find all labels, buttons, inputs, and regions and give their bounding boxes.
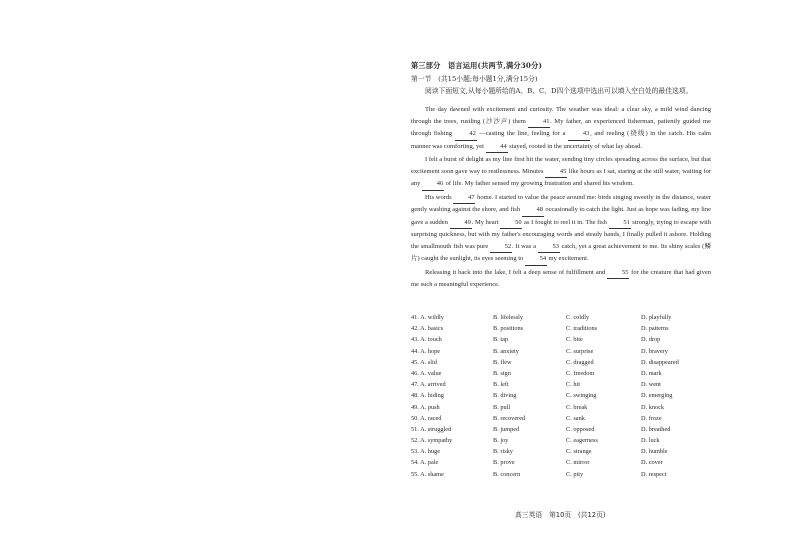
option-a: 51. A. struggled xyxy=(411,425,452,433)
passage-text: The day dawned with excitement and curiosity. The weather was ideal: a clear sky, a mild wind dancing through the trees, rustling (沙沙声) them xyxy=(411,106,711,125)
option-c: C. swinging xyxy=(566,392,597,400)
blank-48: 48 xyxy=(522,204,544,217)
answer-options xyxy=(411,312,711,480)
option-b: B. joy xyxy=(493,437,509,445)
passage-text: Releasing it back into the lake, I felt a deep sense of fulfillment and xyxy=(425,268,608,276)
passage-text: . My heart xyxy=(471,218,501,226)
passage-paragraph-3 xyxy=(411,192,711,266)
option-c: C. hit xyxy=(566,381,580,389)
instruction-text: 阅读下面短文,从每小题所给的A、B、C、D四个选项中选出可以填入空白处的最佳选项。 xyxy=(425,87,693,95)
option-b: B. positions xyxy=(493,325,524,333)
option-c: C. break xyxy=(566,403,588,411)
option-d: D. knock xyxy=(641,403,665,411)
option-a: 46. A. value xyxy=(411,369,442,377)
passage-paragraph-4 xyxy=(411,267,711,291)
option-row-47 xyxy=(411,379,711,390)
passage-text: . My father, an experienced fisherman, patiently guided me through fishing xyxy=(411,117,711,137)
option-d: D. humble xyxy=(641,448,668,456)
option-a: 53. A. huge xyxy=(411,448,441,456)
option-a: 44. A. hope xyxy=(411,347,441,355)
passage-text: home. I started to value the peace around me: birds singing sweetly in the distance, water gently washing against the shore, and fish xyxy=(411,193,711,213)
passage-text: strongly, trying to escape with surprising quickness, but with my father's encouraging words and steady hands, I finally pulled it ashore. Holding the smallmouth fish was pure xyxy=(411,218,711,250)
option-c: C. mirror xyxy=(566,459,590,467)
passage-paragraph-1 xyxy=(411,104,711,153)
blank-55: 55 xyxy=(607,267,629,280)
passage-text: , and reeling (绕线) in the catch. His calm manner was comforting, yet xyxy=(411,130,711,150)
option-d: D. emerging xyxy=(641,392,673,400)
option-b: B. concern xyxy=(493,470,521,478)
option-d: D. froze xyxy=(641,414,662,422)
option-row-44 xyxy=(411,346,711,357)
blank-46: 46 xyxy=(422,178,444,191)
blank-47: 47 xyxy=(453,192,475,205)
blank-54: 54 xyxy=(525,253,547,266)
subsection-title: 第一节 (共15小题;每小题1分,满分15分) xyxy=(411,75,538,83)
option-a: 42. A. basics xyxy=(411,325,444,333)
option-b: B. left xyxy=(493,381,509,389)
option-row-55 xyxy=(411,469,711,480)
passage-text: His words xyxy=(425,193,454,201)
option-d: D. luck xyxy=(641,437,660,445)
option-c: C. surprise xyxy=(566,347,594,355)
option-row-45 xyxy=(411,357,711,368)
option-c: C. pity xyxy=(566,470,584,478)
option-row-43 xyxy=(411,334,711,345)
option-b: B. lifelessly xyxy=(493,314,524,321)
option-b: B. flew xyxy=(493,358,512,366)
blank-49: 49 xyxy=(450,217,472,230)
blank-41: 41 xyxy=(528,116,550,129)
option-c: C. traditions xyxy=(566,325,598,333)
option-a: 45. A. slid xyxy=(411,358,437,366)
option-a: 50. A. raced xyxy=(411,414,442,422)
option-a: 41. A. wildly xyxy=(411,314,444,321)
option-c: C. coldly xyxy=(566,314,590,321)
option-d: D. playfully xyxy=(641,314,672,321)
option-c: C. eagerness xyxy=(566,437,598,445)
section-title: 第三部分 语言运用(共两节,满分30分) xyxy=(411,61,543,70)
option-a: 54. A. pale xyxy=(411,459,439,467)
option-d: D. bravery xyxy=(641,347,668,355)
passage-text: stayed, rooted in the uncertainty of what lay ahead. xyxy=(507,142,643,150)
option-d: D. respect xyxy=(641,470,667,478)
option-d: D. cover xyxy=(641,459,663,467)
passage-text: as I fought to reel it in. The fish xyxy=(522,218,609,226)
reading-passage xyxy=(411,104,711,292)
option-d: D. patterns xyxy=(641,325,669,333)
option-d: D. breathed xyxy=(641,425,671,433)
option-d: D. drop xyxy=(641,336,661,344)
option-row-46 xyxy=(411,368,711,379)
blank-45: 45 xyxy=(545,166,567,179)
option-b: B. prove xyxy=(493,459,515,467)
blank-42: 42 xyxy=(455,128,477,141)
option-row-41 xyxy=(411,312,711,323)
option-c: C. strange xyxy=(566,448,592,456)
option-d: D. went xyxy=(641,381,661,389)
blank-52: 52 xyxy=(490,241,512,254)
option-b: B. anxiety xyxy=(493,347,519,355)
passage-text: catch, yet a great achievement to me. Its shiny scales (鳞片) caught the sunlight, its eyes seeming to xyxy=(411,242,711,262)
option-d: D. mark xyxy=(641,369,662,377)
option-b: B. pull xyxy=(493,403,511,411)
passage-text: my excitement. xyxy=(546,255,589,262)
option-a: 43. A. touch xyxy=(411,336,442,344)
option-a: 49. A. push xyxy=(411,403,440,411)
passage-text: . It was a xyxy=(512,242,538,250)
option-row-52 xyxy=(411,435,711,446)
option-row-53 xyxy=(411,446,711,457)
option-b: B. diving xyxy=(493,392,517,400)
option-c: C. freedom xyxy=(566,369,595,377)
passage-text: I felt a burst of delight as my line first hit the water, sending tiny circles spreading across the surface, but that excitement soon gave way to restlessness. Minutes xyxy=(411,156,711,175)
option-a: 52. A. sympathy xyxy=(411,437,453,445)
option-a: 48. A. hiding xyxy=(411,392,444,400)
blank-51: 51 xyxy=(609,217,631,230)
passage-text: for the creature that had given me such a meaningful experience. xyxy=(411,268,711,288)
option-row-48 xyxy=(411,390,711,401)
option-row-51 xyxy=(411,424,711,435)
option-c: C. opposed xyxy=(566,425,595,433)
option-b: B. tap xyxy=(493,336,509,344)
option-b: B. recovered xyxy=(493,414,526,422)
blank-50: 50 xyxy=(500,217,522,230)
option-b: B. sign xyxy=(493,369,511,377)
passage-text: like hours as I sat, staring at the still water, waiting for any xyxy=(411,167,711,187)
passage-text: —casting the line, feeling for a xyxy=(476,130,569,137)
page-footer: 高三英语 第10页 (共12页) xyxy=(515,511,606,519)
option-row-49 xyxy=(411,402,711,413)
option-b: B. risky xyxy=(493,448,513,456)
option-c: C. bite xyxy=(566,336,583,344)
option-row-50 xyxy=(411,413,711,424)
blank-43: 43 xyxy=(568,128,590,141)
option-c: C. dragged xyxy=(566,358,594,366)
passage-paragraph-2 xyxy=(411,154,711,191)
option-c: C. sank xyxy=(566,414,585,422)
passage-text: occasionally to catch the light. Just as hope was fading, my line gave a sudden xyxy=(411,206,711,226)
passage-text: of life. My father sensed my growing frustration and shared his wisdom. xyxy=(444,180,634,187)
blank-53: 53 xyxy=(538,241,560,254)
option-b: B. jumped xyxy=(493,425,520,433)
option-a: 55. A. shame xyxy=(411,470,444,478)
blank-44: 44 xyxy=(486,141,508,154)
option-row-54 xyxy=(411,457,711,468)
option-row-42 xyxy=(411,323,711,334)
option-d: D. disappeared xyxy=(641,358,679,366)
option-a: 47. A. arrived xyxy=(411,381,446,389)
